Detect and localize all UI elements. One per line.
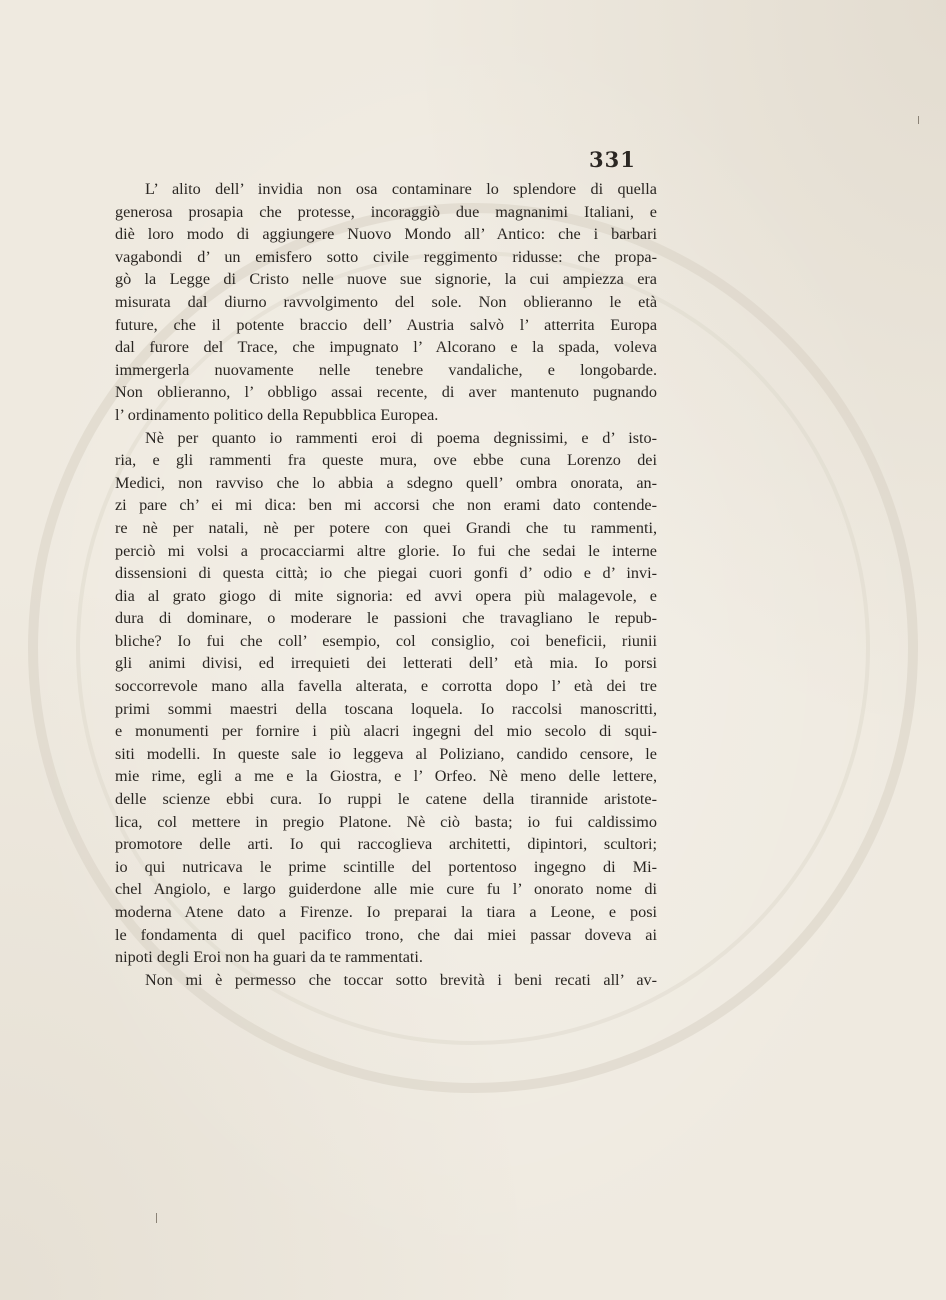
text-line: Medici, non ravviso che lo abbia a sdegno quell’ ombra onorata, an-	[115, 473, 657, 492]
text-line: dal furore del Trace, che impugnato l’ Alcorano e la spada, voleva	[115, 338, 657, 357]
text-line: generosa prosapia che protesse, incoraggiò due magnanimi Italiani, e	[115, 202, 657, 221]
text-line: vagabondi d’ un emisfero sotto civile reggimento ridusse: che propa-	[115, 247, 657, 266]
text-line: zi pare ch’ ei mi dica: ben mi accorsi che non erami dato contende-	[115, 496, 657, 515]
edge-mark	[156, 1213, 157, 1223]
text-line: Nè per quanto io rammenti eroi di poema degnissimi, e d’ isto-	[145, 428, 657, 447]
text-line: delle scienze ebbi cura. Io ruppi le catene della tirannide aristote-	[115, 790, 657, 809]
text-line: Non oblieranno, l’ obbligo assai recente, di aver mantenuto pugnando	[115, 383, 657, 402]
text-line: dia al grato giogo di mite signoria: ed avvi opera più malagevole, e	[115, 586, 657, 605]
text-line: io qui nutricava le prime scintille del portentoso ingegno di Mi-	[115, 857, 657, 876]
text-line: mie rime, egli a me e la Giostra, e l’ Orfeo. Nè meno delle lettere,	[115, 767, 657, 786]
text-line: nipoti degli Eroi non ha guari da te rammentati.	[115, 948, 423, 967]
text-line: misurata dal diurno ravvolgimento del sole. Non oblieranno le età	[115, 292, 657, 311]
text-line: Non mi è permesso che toccar sotto brevità i beni recati all’ av-	[145, 970, 657, 989]
text-line: dura di dominare, o moderare le passioni che travagliano le repub-	[115, 609, 657, 628]
edge-mark	[918, 116, 919, 124]
text-line: lica, col mettere in pregio Platone. Nè ciò basta; io fui caldissimo	[115, 812, 657, 831]
text-line: perciò mi volsi a procacciarmi altre glorie. Io fui che sedai le interne	[115, 541, 657, 560]
text-line: dissensioni di questa città; io che piegai cuori gonfi d’ odio e d’ invi-	[115, 564, 657, 583]
text-line: primi sommi maestri della toscana loquela. Io raccolsi manoscritti,	[115, 699, 657, 718]
text-line: e monumenti per fornire i più alacri ingegni del mio secolo di squi-	[115, 722, 657, 741]
text-line: bliche? Io fui che coll’ esempio, col consiglio, coi beneficii, riunii	[115, 631, 657, 650]
text-line: future, che il potente braccio dell’ Austria salvò l’ atterrita Europa	[115, 315, 657, 334]
body-text	[115, 178, 657, 991]
text-line: chel Angiolo, e largo guiderdone alle mie cure fu l’ onorato nome di	[115, 880, 657, 899]
text-line: gli animi divisi, ed irrequieti dei letterati dell’ età mia. Io porsi	[115, 654, 657, 673]
text-line: le fondamenta di quel pacifico trono, che dai miei passar doveva ai	[115, 925, 657, 944]
text-line: L’ alito dell’ invidia non osa contaminare lo splendore di quella	[145, 180, 657, 198]
text-line: soccorrevole mano alla favella alterata, e corrotta dopo l’ età dei tre	[115, 677, 657, 696]
text-line: re nè per natali, nè per potere con quei Grandi che tu rammenti,	[115, 518, 657, 537]
text-line: promotore delle arti. Io qui raccoglieva architetti, dipintori, scultori;	[115, 835, 657, 854]
text-line: l’ ordinamento politico della Repubblica Europea.	[115, 405, 439, 424]
text-line: gò la Legge di Cristo nelle nuove sue signorie, la cui ampiezza era	[115, 270, 657, 289]
text-line: ria, e gli rammenti fra queste mura, ove ebbe cuna Lorenzo dei	[115, 451, 657, 470]
text-line: siti modelli. In queste sale io leggeva al Poliziano, candido censore, le	[115, 744, 657, 763]
page-number: 331	[589, 147, 636, 172]
text-line: diè loro modo di aggiungere Nuovo Mondo all’ Antico: che i barbari	[115, 225, 657, 244]
text-line: immergerla nuovamente nelle tenebre vandaliche, e longobarde.	[115, 360, 657, 379]
text-line: moderna Atene dato a Firenze. Io preparai la tiara a Leone, e posi	[115, 903, 657, 921]
